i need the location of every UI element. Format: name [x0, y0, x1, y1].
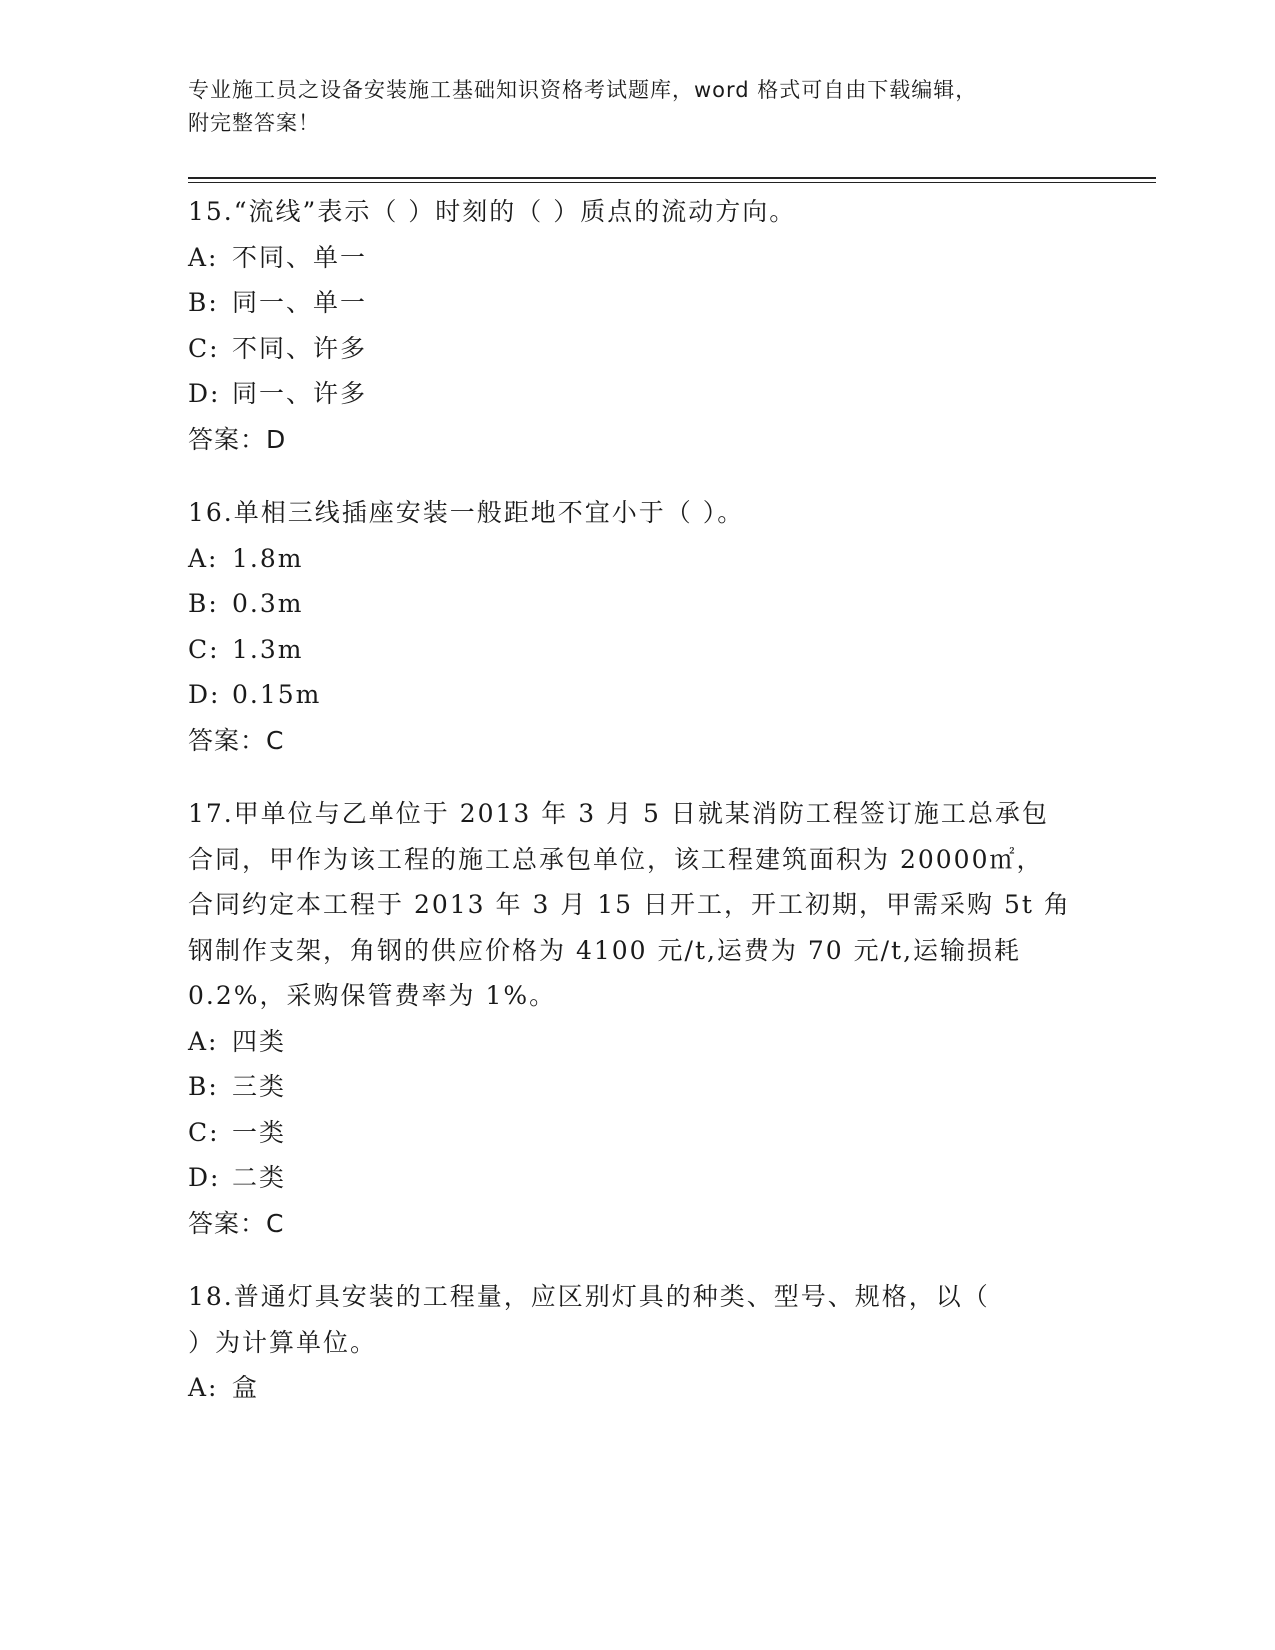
option-c — [188, 1110, 1088, 1156]
option-key: A: — [188, 543, 219, 573]
question-stem: 16.单相三线插座安装一般距地不宜小于（ ）。 — [188, 498, 745, 527]
option-d — [188, 371, 1088, 417]
question-16 — [188, 490, 1088, 763]
question-stem: 17.甲单位与乙单位于 2013 年 3 月 5 日就某消防工程签订施工总承包 合同，甲作为该工程的施工总承包单位，该工程建筑面积为 20000㎡， 合同约定本工程于 2013 年 3 月 15 日开工，开工初期，甲需采购 5t 角 钢制作支架，角钢的供应价格为 4100 元/t,运费为 70 元/t,运输损耗 0.2%，采购保管费率为 1%。 — [188, 799, 1071, 1010]
option-b — [188, 280, 1088, 326]
option-a — [188, 235, 1088, 281]
option-text: 0.3m — [232, 589, 304, 618]
option-key: D: — [188, 1163, 221, 1192]
header-divider-thin — [188, 182, 1156, 183]
option-key: A: — [188, 1373, 219, 1402]
question-17 — [188, 791, 1088, 1246]
option-text: 1.3m — [232, 634, 304, 664]
header-divider-thick — [188, 177, 1156, 179]
option-text: 0.15m — [232, 680, 322, 709]
answer-line: 答案：C — [188, 1208, 285, 1238]
option-a — [188, 1365, 1088, 1411]
option-text: 四类 — [232, 1026, 287, 1056]
option-key: C: — [188, 634, 220, 664]
option-key: B: — [188, 288, 219, 317]
option-text: 同一、许多 — [232, 379, 368, 408]
option-key: D: — [188, 680, 221, 709]
option-c — [188, 326, 1088, 372]
question-18 — [188, 1274, 1088, 1411]
question-stem: 18.普通灯具安装的工程量，应区别灯具的种类、型号、规格，以（ ）为计算单位。 — [188, 1282, 990, 1357]
answer-line: 答案：D — [188, 424, 287, 454]
option-text: 不同、单一 — [232, 242, 368, 272]
option-d — [188, 1155, 1088, 1201]
option-d — [188, 672, 1088, 718]
answer-line: 答案：C — [188, 725, 285, 755]
option-key: C: — [188, 333, 220, 363]
option-key: D: — [188, 379, 221, 408]
option-b — [188, 1064, 1088, 1110]
option-key: A: — [188, 242, 219, 272]
option-c — [188, 627, 1088, 673]
option-text: 三类 — [232, 1072, 287, 1101]
option-text: 二类 — [232, 1163, 287, 1192]
option-key: A: — [188, 1026, 219, 1056]
option-key: B: — [188, 589, 219, 618]
option-text: 盒 — [232, 1373, 260, 1402]
option-key: B: — [188, 1072, 219, 1101]
option-key: C: — [188, 1117, 220, 1147]
option-text: 1.8m — [232, 543, 304, 573]
question-stem: 15.“流线”表示（ ）时刻的（ ）质点的流动方向。 — [188, 197, 797, 226]
option-text: 不同、许多 — [232, 333, 368, 363]
option-a — [188, 536, 1088, 582]
option-text: 一类 — [232, 1117, 287, 1147]
option-a — [188, 1019, 1088, 1065]
question-15 — [188, 189, 1088, 462]
document-header: 专业施工员之设备安装施工基础知识资格考试题库，word 格式可自由下载编辑， 附完整答案！ — [188, 78, 978, 135]
option-text: 同一、单一 — [232, 288, 368, 317]
question-list — [188, 189, 1088, 1439]
option-b — [188, 581, 1088, 627]
